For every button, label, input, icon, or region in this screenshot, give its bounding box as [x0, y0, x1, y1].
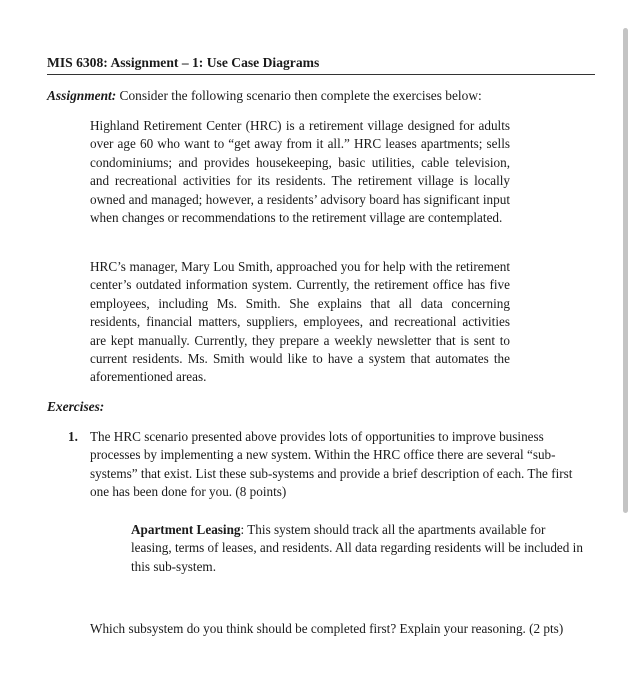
assignment-text: Consider the following scenario then complete the exercises below: — [116, 88, 482, 103]
exercise-1-text: The HRC scenario presented above provides lots of opportunities to improve business processes by implementing a new system. Within the HRC office there are several “sub-systems” that exist. List these sub-systems and provide a brief description of each. The first one has been done for you. (8 points) — [90, 429, 573, 500]
assignment-instructions — [47, 87, 607, 105]
exercise-1-number: 1. — [68, 429, 78, 444]
assignment-label: Assignment: — [47, 88, 117, 103]
vertical-scrollbar[interactable] — [623, 28, 628, 513]
example-subsystem — [131, 521, 583, 576]
document-title: MIS 6308: Assignment – 1: Use Case Diagrams — [47, 54, 595, 75]
scenario-paragraph-2: HRC’s manager, Mary Lou Smith, approached you for help with the retirement center’s outdated information system. Currently, the retirement office has five employees, including Ms. Smith. She explains that all data concerning residents, financial matters, suppliers, employees, and recreational activities are kept manually. Currently, they prepare a weekly newsletter that is sent to current residents. Ms. Smith would like to have a system that automates the aforementioned areas. — [90, 259, 510, 385]
example-subsystem-label: Apartment Leasing — [131, 522, 241, 537]
example-subsystem-text: : This system should track all the apartments available for leasing, terms of leases, and residents. All data regarding residents will be included in this sub-system. — [131, 522, 583, 574]
question-2-text: Which subsystem do you think should be completed first? Explain your reasoning. (2 pts) — [90, 621, 564, 636]
exercises-heading: Exercises: — [47, 399, 105, 414]
scenario-paragraph-1: Highland Retirement Center (HRC) is a retirement village designed for adults over age 60 who want to “get away from it all.” HRC leases apartments; sells condominiums; and provides housekeeping, basic utilities, cable television, and recreational activities for its residents. The retirement village is locally owned and managed; however, a residents’ advisory board has significant input when changes or recommendations to the retirement village are contemplated. — [90, 118, 510, 226]
